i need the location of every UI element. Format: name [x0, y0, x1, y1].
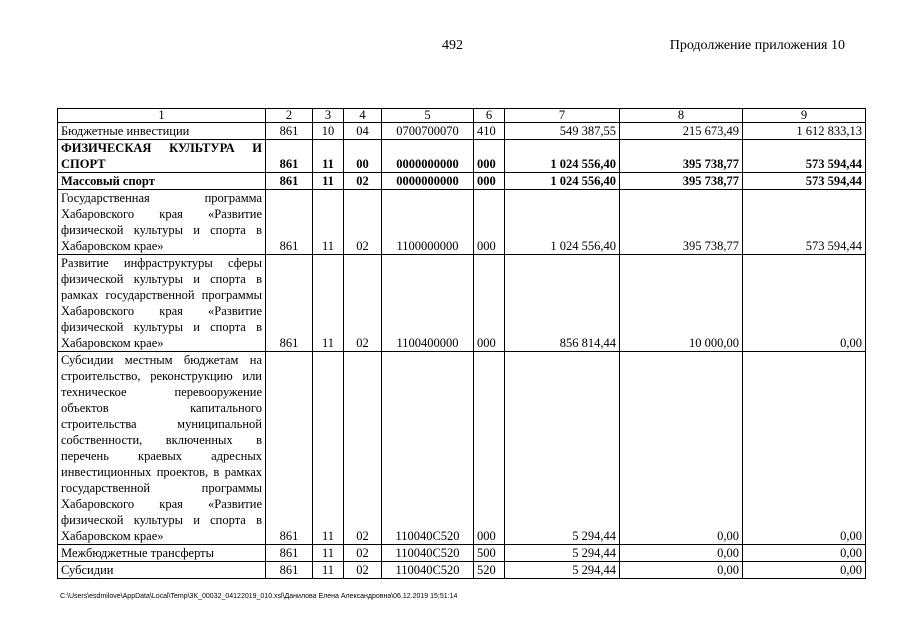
cell-amount-7: 1 024 556,40 — [505, 173, 620, 190]
row-description: Межбюджетные трансферты — [58, 545, 266, 562]
cell-code-3: 11 — [313, 352, 344, 545]
table-row — [58, 545, 866, 562]
column-header: 6 — [474, 109, 505, 123]
cell-code-6: 000 — [474, 352, 505, 545]
row-description: Массовый спорт — [58, 173, 266, 190]
cell-code-5: 0700700070 — [382, 123, 474, 140]
table-row — [58, 255, 866, 352]
cell-code-6: 520 — [474, 562, 505, 579]
cell-code-4: 02 — [344, 173, 382, 190]
row-description: Государственная программа Хабаровского края «Развитие физической культуры и спорта в Хабаровском крае» — [58, 190, 266, 255]
cell-code-2: 861 — [266, 190, 313, 255]
page-number: 492 — [442, 38, 463, 53]
column-header: 1 — [58, 109, 266, 123]
cell-amount-9: 573 594,44 — [743, 173, 866, 190]
cell-code-3: 11 — [313, 140, 344, 173]
cell-code-5: 110040С520 — [382, 545, 474, 562]
cell-code-4: 02 — [344, 190, 382, 255]
cell-code-5: 0000000000 — [382, 173, 474, 190]
row-description: Субсидии местным бюджетам на строительство, реконструкцию или техническое перевооружение объектов капитального строительства муниципальной собственности, включенных в перечень краевых адресных инвестиционных проектов, в рамках государственной программы Хабаровского края «Развитие физической культуры и спорта в Хабаровском крае» — [58, 352, 266, 545]
table-row — [58, 562, 866, 579]
cell-amount-7: 856 814,44 — [505, 255, 620, 352]
cell-code-2: 861 — [266, 255, 313, 352]
cell-amount-9: 0,00 — [743, 255, 866, 352]
row-description: Развитие инфраструктуры сферы физической культуры и спорта в рамках государственной программы Хабаровского края «Развитие физической культуры и спорта в Хабаровском крае» — [58, 255, 266, 352]
column-header: 2 — [266, 109, 313, 123]
cell-code-3: 11 — [313, 255, 344, 352]
cell-code-4: 02 — [344, 255, 382, 352]
cell-code-3: 11 — [313, 545, 344, 562]
cell-amount-7: 5 294,44 — [505, 545, 620, 562]
row-description: Бюджетные инвестиции — [58, 123, 266, 140]
cell-code-6: 000 — [474, 190, 505, 255]
footer-file-path: C:\Users\esdmilove\AppData\Local\Temp\3K_00032_04122019_010.xsl\Данилова Елена Александровна\06.12.2019 15:51:14 — [60, 593, 458, 600]
cell-amount-8: 0,00 — [620, 352, 743, 545]
cell-amount-9: 0,00 — [743, 562, 866, 579]
column-header: 5 — [382, 109, 474, 123]
cell-amount-9: 573 594,44 — [743, 140, 866, 173]
cell-code-3: 11 — [313, 173, 344, 190]
continuation-label: Продолжение приложения 10 — [669, 38, 845, 53]
column-header: 3 — [313, 109, 344, 123]
cell-code-4: 04 — [344, 123, 382, 140]
cell-amount-8: 0,00 — [620, 545, 743, 562]
cell-code-5: 110040С520 — [382, 352, 474, 545]
cell-code-6: 000 — [474, 255, 505, 352]
table-row — [58, 352, 866, 545]
row-description: Субсидии — [58, 562, 266, 579]
cell-code-2: 861 — [266, 562, 313, 579]
cell-amount-8: 395 738,77 — [620, 140, 743, 173]
table-row — [58, 140, 866, 173]
cell-code-6: 000 — [474, 140, 505, 173]
cell-amount-7: 1 024 556,40 — [505, 190, 620, 255]
cell-code-3: 11 — [313, 562, 344, 579]
column-header: 7 — [505, 109, 620, 123]
cell-code-5: 0000000000 — [382, 140, 474, 173]
cell-amount-7: 5 294,44 — [505, 562, 620, 579]
cell-amount-7: 549 387,55 — [505, 123, 620, 140]
cell-amount-8: 395 738,77 — [620, 173, 743, 190]
cell-code-5: 1100400000 — [382, 255, 474, 352]
cell-code-5: 110040С520 — [382, 562, 474, 579]
cell-code-2: 861 — [266, 123, 313, 140]
cell-code-3: 11 — [313, 190, 344, 255]
cell-amount-9: 0,00 — [743, 545, 866, 562]
cell-code-3: 10 — [313, 123, 344, 140]
cell-amount-9: 0,00 — [743, 352, 866, 545]
table-row — [58, 173, 866, 190]
table-row — [58, 123, 866, 140]
cell-code-2: 861 — [266, 140, 313, 173]
budget-table — [57, 108, 866, 579]
column-header: 9 — [743, 109, 866, 123]
cell-code-4: 00 — [344, 140, 382, 173]
cell-code-6: 410 — [474, 123, 505, 140]
cell-amount-8: 215 673,49 — [620, 123, 743, 140]
cell-code-4: 02 — [344, 352, 382, 545]
column-header: 4 — [344, 109, 382, 123]
cell-code-6: 500 — [474, 545, 505, 562]
row-description: ФИЗИЧЕСКАЯ КУЛЬТУРА И СПОРТ — [58, 140, 266, 173]
cell-amount-9: 1 612 833,13 — [743, 123, 866, 140]
cell-code-5: 1100000000 — [382, 190, 474, 255]
table-header-row — [58, 109, 866, 123]
cell-amount-9: 573 594,44 — [743, 190, 866, 255]
cell-amount-8: 395 738,77 — [620, 190, 743, 255]
cell-amount-7: 5 294,44 — [505, 352, 620, 545]
column-header: 8 — [620, 109, 743, 123]
cell-code-6: 000 — [474, 173, 505, 190]
cell-code-4: 02 — [344, 562, 382, 579]
cell-code-2: 861 — [266, 173, 313, 190]
cell-amount-7: 1 024 556,40 — [505, 140, 620, 173]
cell-code-2: 861 — [266, 545, 313, 562]
cell-code-2: 861 — [266, 352, 313, 545]
cell-code-4: 02 — [344, 545, 382, 562]
table-row — [58, 190, 866, 255]
cell-amount-8: 0,00 — [620, 562, 743, 579]
cell-amount-8: 10 000,00 — [620, 255, 743, 352]
